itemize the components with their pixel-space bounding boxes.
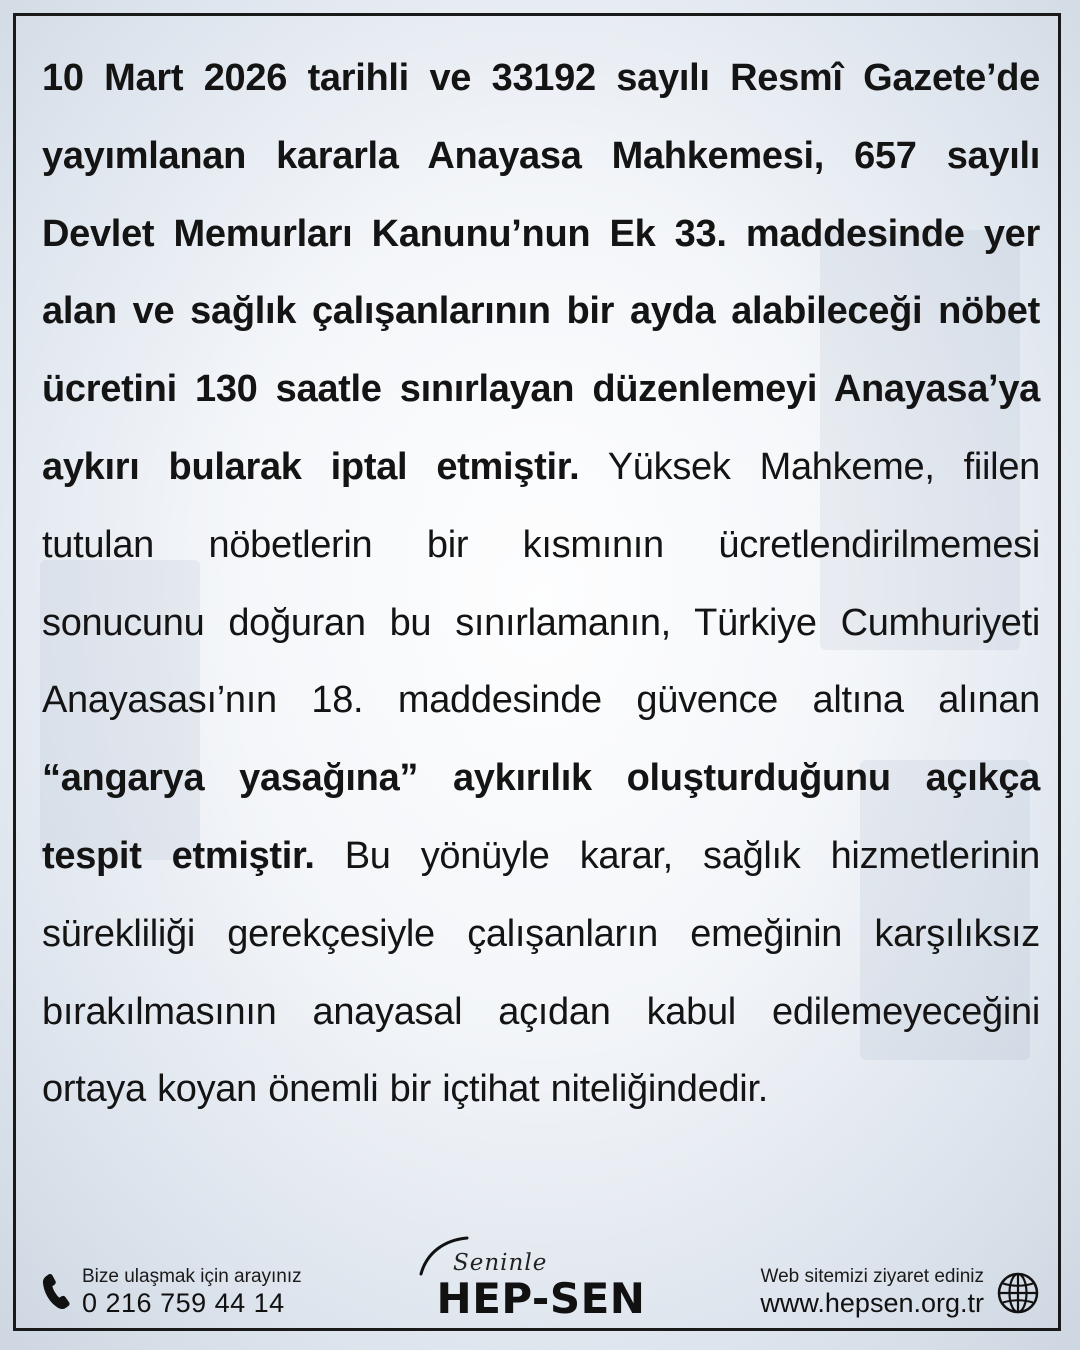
website-url[interactable]: www.hepsen.org.tr <box>760 1288 984 1318</box>
article-segment: Bu yönüyle karar, sağlık hizmetlerinin sürekliliği gerekçesiyle çalışanların emeğinin karşılıksız bırakılmasının anayasal açıdan kabul edilemeyeceğini ortaya koyan önemli bir içtihat niteliğindedir. <box>42 834 1040 1111</box>
article-segment: 10 Mart 2026 tarihli ve 33192 sayılı Resmî Gazete’de yayımlanan kararla Anayasa Mahkemesi, 657 sayılı Devlet Memurları Kanunu’nun Ek 33. maddesinde yer alan ve sağlık çalışanlarının bir ayda alabileceği nöbet ücretini 130 saatle sınırlayan düzenlemeyi Anayasa’ya aykırı bularak iptal etmiştir. <box>42 57 1040 488</box>
article-text <box>42 40 1040 1129</box>
website-block <box>720 1264 1040 1324</box>
phone-number[interactable]: 0 216 759 44 14 <box>82 1288 285 1318</box>
website-label: Web sitemizi ziyaret ediniz <box>760 1266 984 1287</box>
logo-wordmark: HEP-SEN <box>436 1274 646 1323</box>
hep-sen-logo <box>415 1236 667 1328</box>
globe-icon <box>996 1271 1040 1315</box>
phone-icon <box>40 1272 74 1312</box>
article-segment: “angarya yasağına” aykırılık oluşturduğunu açıkça tespit etmiştir. <box>42 757 1040 877</box>
article-segment: Yüksek Mahkeme, fiilen tutulan nöbetlerin bir kısmının ücretlendirilmemesi sonucunu doğuran bu sınırlamanın, Türkiye Cumhuriyeti Anayasası’nın 18. maddesinde güvence altına alınan <box>42 445 1040 722</box>
contact-label: Bize ulaşmak için arayınız <box>82 1266 302 1287</box>
logo-script: Seninle <box>453 1250 548 1276</box>
